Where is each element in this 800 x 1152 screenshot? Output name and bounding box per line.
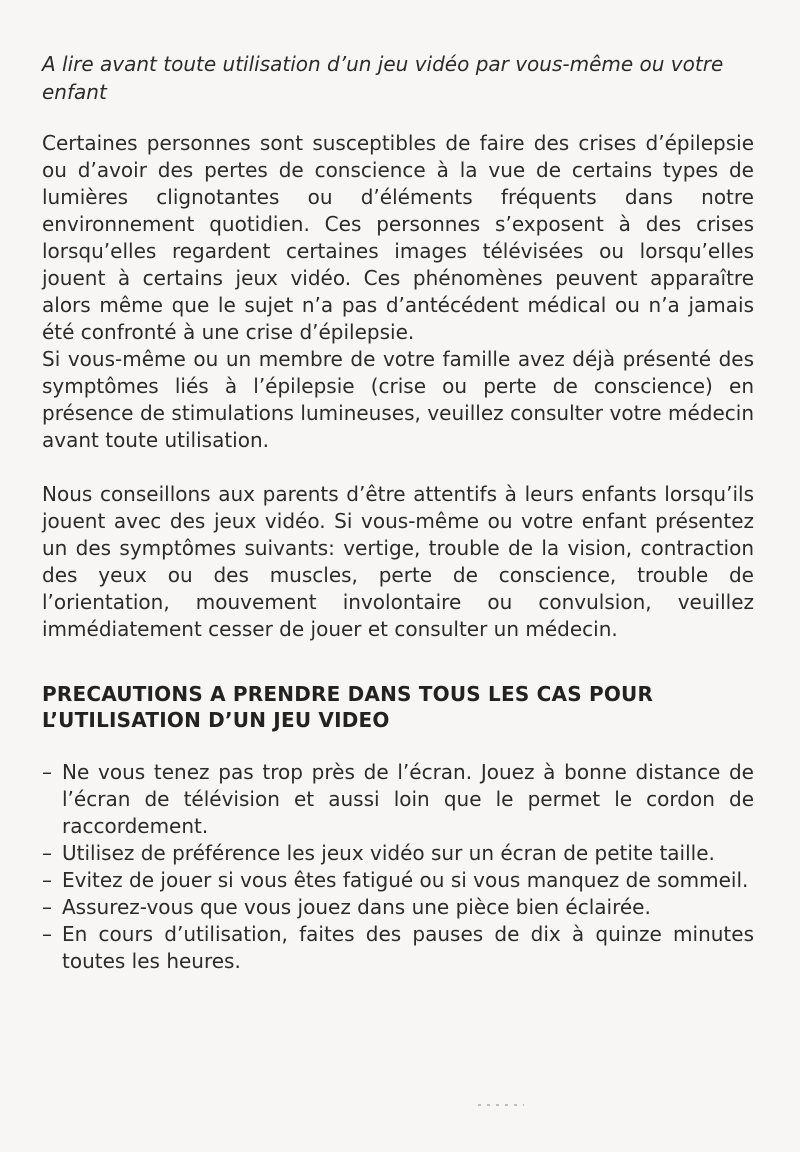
precautions-list bbox=[42, 759, 754, 975]
epilepsy-warning-page bbox=[42, 50, 754, 975]
dash-bullet: – bbox=[42, 922, 52, 946]
paragraph-epilepsy-risk: Certaines personnes sont susceptibles de faire des crises d’épilepsie ou d’avoir des pertes de conscience à la vue de certains types de lumières clignotantes ou d’éléments fréquents dans notre environnement quotidien. Ces personnes s’exposent à des crises lorsqu’elles regardent certaines images télévisées ou lorsqu’elles jouent à certains jeux vidéo. Ces phénomènes peuvent apparaître alors même que le sujet n’a pas d’antécédent médical ou n’a jamais été confronté à une crise d’épilepsie. bbox=[42, 131, 754, 344]
list-item bbox=[42, 894, 754, 921]
print-speck bbox=[478, 1104, 524, 1106]
paragraph-consult-doctor: Si vous-même ou un membre de votre famille avez déjà présenté des symptômes liés à l’épilepsie (crise ou perte de conscience) en présence de stimulations lumineuses, veuillez consulter votre médecin avant toute utilisation. bbox=[42, 347, 754, 452]
precautions-heading: PRECAUTIONS A PRENDRE DANS TOUS LES CAS POUR L’UTILISATION D’UN JEU VIDEO bbox=[42, 682, 654, 732]
list-item bbox=[42, 840, 754, 867]
precaution-text: Assurez-vous que vous jouez dans une pièce bien éclairée. bbox=[62, 895, 651, 919]
list-item bbox=[42, 759, 754, 840]
list-item bbox=[42, 921, 754, 975]
precaution-text: Ne vous tenez pas trop près de l’écran. Jouez à bonne distance de l’écran de télévision et aussi loin que le permet le cordon de raccordement. bbox=[62, 760, 754, 838]
precaution-text: En cours d’utilisation, faites des pauses de dix à quinze minutes toutes les heures. bbox=[62, 922, 754, 973]
paragraph-parents-advice: Nous conseillons aux parents d’être attentifs à leurs enfants lorsqu’ils jouent avec des jeux vidéo. Si vous-même ou votre enfant présentez un des symptômes suivants: vertige, trouble de la vision, contraction des yeux ou des muscles, perte de conscience, trouble de l’orientation, mouvement involontaire ou convulsion, veuillez immédiatement cesser de jouer et consulter un médecin. bbox=[42, 482, 754, 641]
intro-line: A lire avant toute utilisation d’un jeu vidéo par vous-même ou votre enfant bbox=[42, 52, 724, 104]
list-item bbox=[42, 867, 754, 894]
dash-bullet: – bbox=[42, 868, 52, 892]
dash-bullet: – bbox=[42, 895, 52, 919]
precaution-text: Evitez de jouer si vous êtes fatigué ou si vous manquez de sommeil. bbox=[62, 868, 749, 892]
dash-bullet: – bbox=[42, 841, 52, 865]
dash-bullet: – bbox=[42, 760, 52, 784]
precaution-text: Utilisez de préférence les jeux vidéo sur un écran de petite taille. bbox=[62, 841, 715, 865]
